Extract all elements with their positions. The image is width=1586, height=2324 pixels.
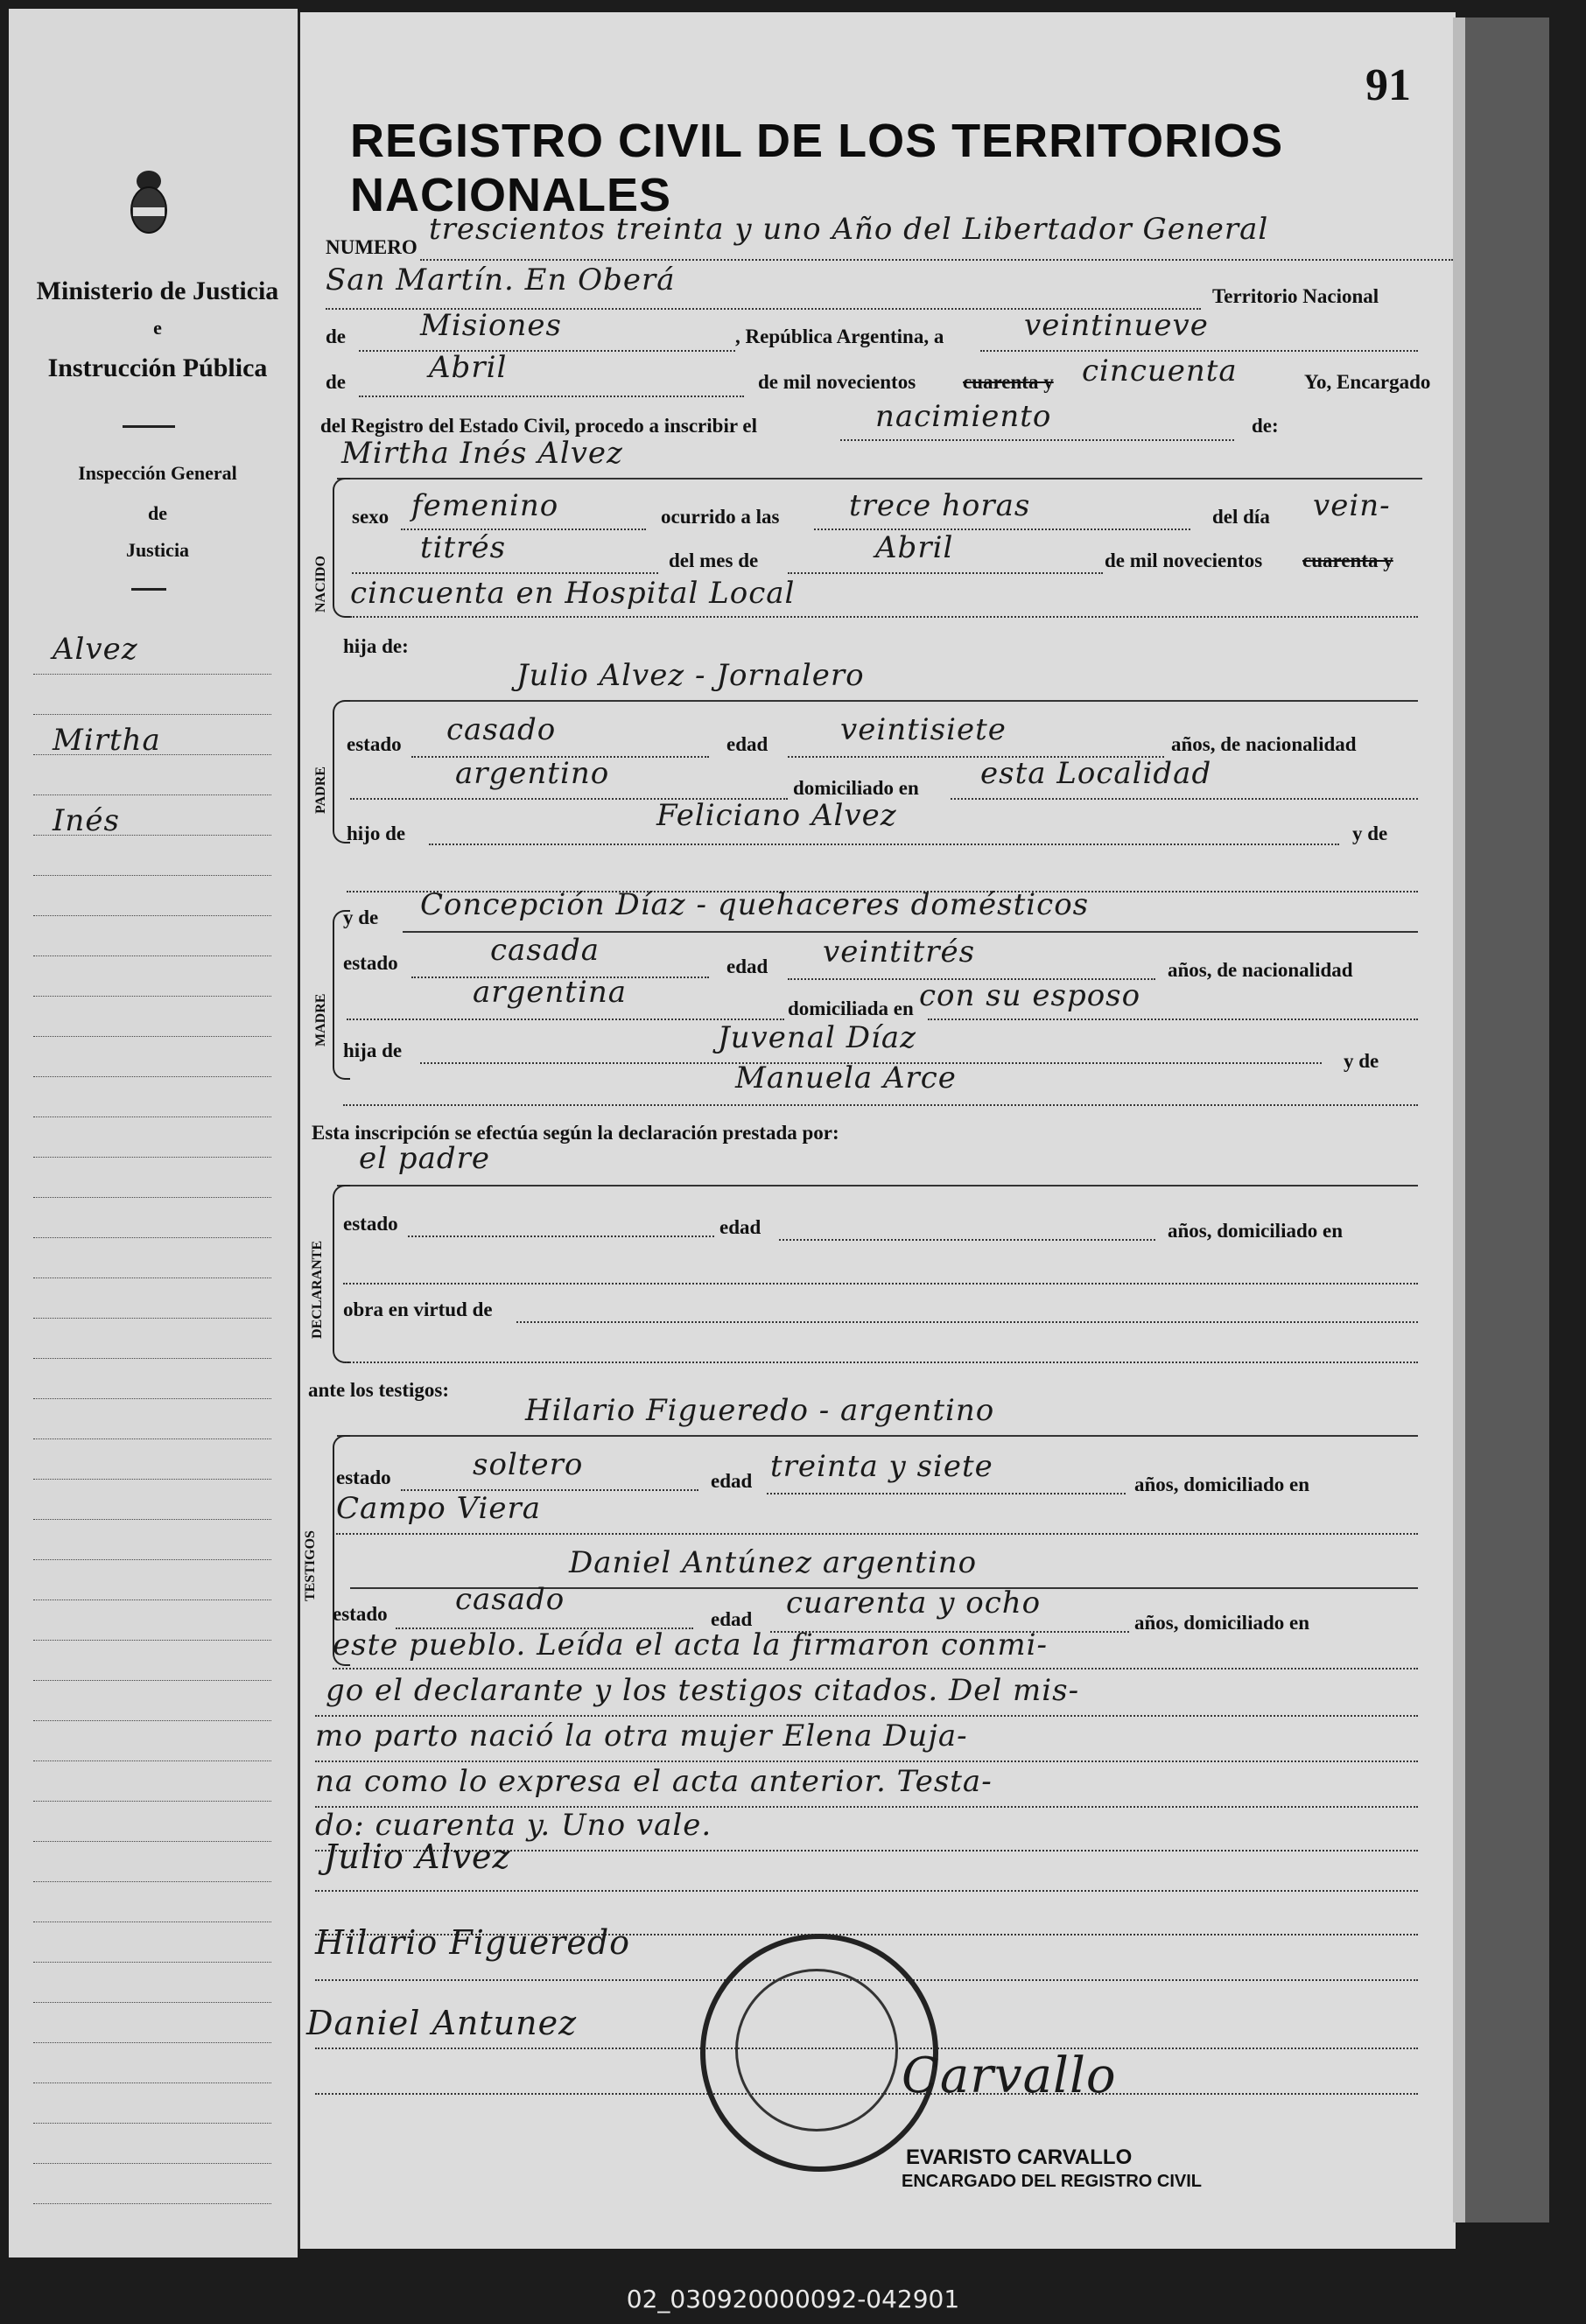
testigo1-estado: soltero bbox=[473, 1447, 584, 1482]
signature-witness-1: Hilario Figueredo bbox=[315, 1923, 631, 1962]
image-identifier: 02_030920000092-042901 bbox=[0, 2275, 1586, 2324]
margin-rule-line bbox=[33, 2042, 271, 2043]
numero-value: trescientos treinta y uno Año del Libertador General bbox=[429, 212, 1269, 247]
testigo1-name: Hilario Figueredo - argentino bbox=[525, 1393, 995, 1428]
dia-value-2: titrés bbox=[420, 530, 507, 565]
inspection-line1: Inspección General bbox=[78, 462, 237, 484]
madre-estado-value: casada bbox=[490, 933, 600, 968]
margin-middlename: Inés bbox=[53, 803, 120, 838]
madre-domicilio: con su esposo bbox=[919, 978, 1141, 1013]
testigo1-edad: treinta y siete bbox=[770, 1449, 993, 1484]
child-name: Mirtha Inés Alvez bbox=[341, 436, 623, 471]
declarante-edad-label: edad bbox=[719, 1216, 761, 1238]
margin-rule-line bbox=[33, 1680, 271, 1681]
declarante-anos-label: años, domiciliado en bbox=[1168, 1220, 1344, 1242]
testigos-label: TESTIGOS bbox=[303, 1530, 318, 1601]
mil-struck: cuarenta y bbox=[1302, 550, 1393, 571]
margin-rule-line bbox=[33, 1801, 271, 1802]
madre-hija-label: hija de bbox=[343, 1040, 403, 1061]
margin-rule-line bbox=[33, 875, 271, 876]
dia-value: vein- bbox=[1313, 488, 1391, 523]
mil-label: de mil novecientos bbox=[1105, 550, 1263, 571]
margin-rule-line bbox=[33, 2082, 271, 2083]
declarante-label: DECLARANTE bbox=[310, 1240, 325, 1339]
margin-rule-line bbox=[33, 754, 271, 755]
testigo2-edad-label: edad bbox=[711, 1608, 753, 1630]
sexo-value: femenino bbox=[411, 488, 559, 523]
padre-parents: Feliciano Alvez bbox=[656, 798, 897, 833]
signature-official: Carvallo bbox=[902, 2048, 1117, 2104]
margin-rule-line bbox=[33, 1036, 271, 1037]
margin-rule-line bbox=[33, 1438, 271, 1439]
padre-domiciliado-label: domiciliado en bbox=[793, 777, 919, 799]
official-name: EVARISTO CARVALLO bbox=[906, 2146, 1133, 2169]
republica-label: , República Argentina, a bbox=[735, 326, 944, 347]
inspection-line3: Justicia bbox=[125, 539, 190, 561]
margin-rule-line bbox=[33, 1076, 271, 1077]
madre-domiciliada-label: domiciliada en bbox=[788, 998, 914, 1019]
mes-value: Abril bbox=[875, 530, 954, 565]
margin-rule-line bbox=[33, 1559, 271, 1560]
divider bbox=[131, 588, 166, 591]
numero-label: NUMERO bbox=[326, 236, 418, 258]
margin-firstname: Mirtha bbox=[53, 723, 161, 758]
year-struck: cuarenta y bbox=[963, 371, 1054, 393]
ministry-line2: e bbox=[153, 317, 162, 339]
encargado-label: Yo, Encargado bbox=[1304, 371, 1431, 393]
margin-rule-line bbox=[33, 1519, 271, 1520]
book-edge bbox=[1453, 18, 1549, 2222]
hija-label: hija de: bbox=[343, 635, 409, 657]
closing-line-3: na como lo expresa el acta anterior. Testa- bbox=[315, 1764, 993, 1799]
margin-rule-line bbox=[33, 674, 271, 675]
inspection-line2: de bbox=[148, 502, 167, 524]
padre-hijo-label: hijo de bbox=[347, 822, 406, 844]
year-label: de mil novecientos bbox=[758, 371, 916, 393]
page-number: 91 bbox=[1365, 60, 1411, 110]
margin-rule-line bbox=[33, 1479, 271, 1480]
margin-rule-line bbox=[33, 915, 271, 916]
testigo1-domicilio: Campo Viera bbox=[336, 1491, 542, 1526]
madre-parents: Juvenal Díaz bbox=[718, 1020, 917, 1055]
testigo2-estado-label: estado bbox=[333, 1603, 388, 1625]
padre-y-de-label: y de bbox=[1352, 822, 1388, 844]
padre-domicilio: esta Localidad bbox=[980, 756, 1212, 791]
birth-place: cincuenta en Hospital Local bbox=[350, 576, 796, 611]
signature-witness-2: Daniel Antunez bbox=[306, 2004, 578, 2042]
margin-rule-line bbox=[33, 1318, 271, 1319]
registro-label: del Registro del Estado Civil, procedo a inscribir el bbox=[320, 415, 757, 437]
margin-rule-line bbox=[33, 1237, 271, 1238]
testigo1-estado-label: estado bbox=[336, 1466, 391, 1488]
margin-rule-line bbox=[33, 2203, 271, 2204]
hora-value: trece horas bbox=[849, 488, 1031, 523]
month-value: Abril bbox=[429, 350, 508, 385]
margin-rule-line bbox=[33, 1640, 271, 1641]
margin-rule-line bbox=[33, 835, 271, 836]
official-role: ENCARGADO DEL REGISTRO CIVIL bbox=[902, 2172, 1202, 2191]
madre-y-de-label-2: y de bbox=[1344, 1050, 1379, 1072]
de-label: de bbox=[326, 326, 346, 347]
padre-edad-value: veintisiete bbox=[840, 712, 1007, 747]
padre-nacionalidad: argentino bbox=[455, 756, 610, 791]
margin-rule-line bbox=[33, 2002, 271, 2003]
padre-label: PADRE bbox=[313, 766, 328, 814]
ministry-line1: Ministerio de Justicia bbox=[36, 276, 279, 305]
nacido-label: NACIDO bbox=[313, 556, 328, 612]
de-label-3: de: bbox=[1252, 415, 1279, 437]
de-label-2: de bbox=[326, 371, 346, 393]
margin-rule-line bbox=[33, 1358, 271, 1359]
testigo2-name: Daniel Antúnez argentino bbox=[569, 1545, 978, 1580]
margin-rule-line bbox=[33, 1157, 271, 1158]
padre-estado-value: casado bbox=[446, 712, 557, 747]
margin-rule-line bbox=[33, 1962, 271, 1963]
declarante-obra-label: obra en virtud de bbox=[343, 1298, 493, 1320]
madre-anos-label: años, de nacionalidad bbox=[1168, 959, 1353, 981]
closing-line-4: do: cuarenta y. Uno vale. bbox=[315, 1808, 712, 1843]
left-margin-page bbox=[9, 9, 298, 2258]
padre-edad-label: edad bbox=[726, 733, 768, 755]
margin-surname: Alvez bbox=[53, 632, 138, 667]
madre-label: MADRE bbox=[313, 993, 328, 1046]
nacido-bracket bbox=[333, 478, 350, 618]
declarante-intro: Esta inscripción se efectúa según la declaración prestada por: bbox=[312, 1122, 839, 1144]
ocurrido-label: ocurrido a las bbox=[661, 506, 780, 528]
book-edge-light bbox=[1453, 18, 1465, 2222]
signature-father: Julio Alvez bbox=[324, 1838, 511, 1876]
padre-estado-label: estado bbox=[347, 733, 402, 755]
divider bbox=[123, 425, 175, 428]
father-name: Julio Alvez - Jornalero bbox=[516, 658, 865, 693]
sexo-label: sexo bbox=[352, 506, 389, 528]
madre-estado-label: estado bbox=[343, 952, 398, 974]
dia-label: del día bbox=[1212, 506, 1270, 528]
declarante-value: el padre bbox=[359, 1141, 490, 1176]
closing-line-1: go el declarante y los testigos citados. Del mis- bbox=[326, 1673, 1080, 1708]
margin-rule-line bbox=[33, 1197, 271, 1198]
testigo1-anos-label: años, domiciliado en bbox=[1134, 1474, 1310, 1495]
day-value: veintinueve bbox=[1024, 308, 1209, 343]
coat-of-arms-icon bbox=[123, 162, 175, 241]
mes-label: del mes de bbox=[669, 550, 759, 571]
margin-rule-line bbox=[33, 996, 271, 997]
madre-nacionalidad: argentina bbox=[473, 975, 628, 1010]
madre-parents-2: Manuela Arce bbox=[735, 1060, 957, 1096]
testigo1-edad-label: edad bbox=[711, 1470, 753, 1492]
page-title: REGISTRO CIVIL DE LOS TERRITORIOS NACIONALES bbox=[350, 115, 1284, 221]
margin-rule-line bbox=[33, 2123, 271, 2124]
padre-anos-label: años, de nacionalidad bbox=[1171, 733, 1357, 755]
testigos-intro: ante los testigos: bbox=[308, 1379, 449, 1401]
place-value: San Martín. En Oberá bbox=[326, 262, 676, 298]
madre-edad-value: veintitrés bbox=[823, 934, 976, 970]
margin-rule-line bbox=[33, 794, 271, 795]
mother-name: Concepción Díaz - quehaceres domésticos bbox=[420, 887, 1090, 922]
margin-rule-line bbox=[33, 714, 271, 715]
testigo2-anos-label: años, domiciliado en bbox=[1134, 1612, 1310, 1634]
margin-rule-line bbox=[33, 1841, 271, 1842]
margin-rule-line bbox=[33, 1116, 271, 1117]
margin-rule-line bbox=[33, 2163, 271, 2164]
madre-edad-label: edad bbox=[726, 956, 768, 977]
year-value: cincuenta bbox=[1082, 354, 1238, 388]
margin-rule-line bbox=[33, 1760, 271, 1761]
act-type: nacimiento bbox=[875, 399, 1052, 434]
ministry-line3: Instrucción Pública bbox=[47, 354, 268, 382]
closing-line-2: mo parto nació la otra mujer Elena Duja- bbox=[315, 1718, 968, 1754]
margin-rule-line bbox=[33, 1398, 271, 1399]
testigo2-domicilio: este pueblo. Leída el acta la firmaron conmi- bbox=[333, 1628, 1048, 1662]
madre-y-de-label: y de bbox=[343, 906, 379, 928]
margin-rule-line bbox=[33, 1881, 271, 1882]
registry-seal-inner bbox=[735, 1969, 898, 2132]
testigo2-edad: cuarenta y ocho bbox=[786, 1586, 1042, 1620]
territorio-label: Territorio Nacional bbox=[1212, 285, 1379, 307]
testigo2-estado: casado bbox=[455, 1582, 565, 1617]
declarante-bracket bbox=[333, 1185, 350, 1363]
margin-rule-line bbox=[33, 1720, 271, 1721]
territory-value: Misiones bbox=[420, 308, 562, 343]
declarante-estado-label: estado bbox=[343, 1213, 398, 1235]
